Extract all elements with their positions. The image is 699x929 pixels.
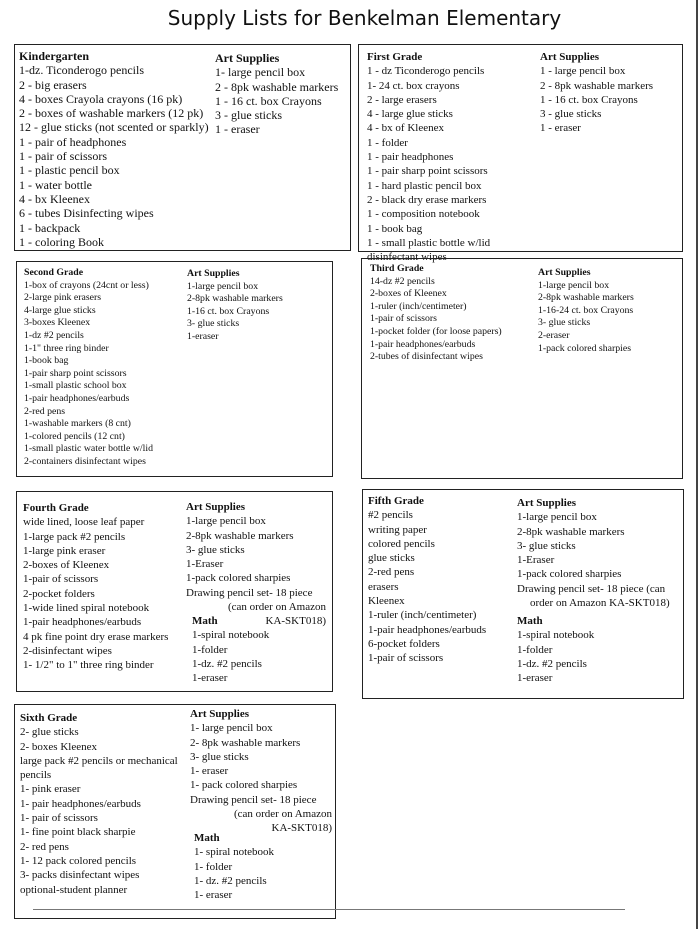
list-item: erasers (368, 580, 399, 593)
sixth-grade-list (20, 711, 190, 897)
list-item-note: KA-SKT018) (265, 615, 326, 628)
list-item: 1-colored pencils (12 cnt) (24, 430, 125, 442)
sixth-grade-art-list (190, 707, 332, 836)
list-item: 1-large pencil box (538, 279, 610, 291)
list-item: 1-dz. #2 pencils (192, 657, 262, 670)
list-item: writing paper (368, 523, 427, 536)
list-item: disinfectant wipes (367, 251, 447, 264)
list-item: 1-pair of scissors (368, 652, 444, 665)
sixth-grade-math-heading: Math (194, 832, 220, 844)
list-item: 3-boxes Kleenex (24, 317, 91, 329)
list-item: 2- red pens (20, 840, 69, 853)
list-item: 3- glue sticks (190, 750, 249, 763)
list-item: 1- 1/2" to 1" three ring binder (23, 659, 154, 672)
list-item: 1- spiral notebook (194, 846, 275, 859)
fifth-grade-art-heading: Art Supplies (517, 497, 576, 509)
list-item: 2-red pens (24, 405, 66, 417)
fifth-grade-math-heading: Math (517, 615, 543, 627)
list-item: 1-spiral notebook (192, 629, 270, 642)
list-item: 1- pink eraser (20, 783, 81, 796)
list-item: Drawing pencil set- 18 piece (190, 793, 317, 806)
list-item: 1 - pair of scissors (19, 149, 107, 164)
list-item: 1-pair sharp point scissors (24, 367, 127, 379)
fourth-grade-math-list (192, 614, 269, 685)
third-grade-art-list (538, 267, 634, 355)
list-item: 1- folder (194, 860, 233, 873)
list-item: 1- 24 ct. box crayons (367, 79, 460, 92)
list-item: 1-folder (517, 643, 553, 656)
list-item: 1-dz. #2 pencils (517, 657, 587, 670)
list-item: 1- 12 pack colored pencils (20, 854, 137, 867)
sixth-grade-art-heading: Art Supplies (190, 708, 249, 720)
third-grade-art-heading: Art Supplies (538, 267, 591, 278)
list-item: 1-small plastic school box (24, 380, 127, 392)
list-item: 1 - hard plastic pencil box (367, 179, 482, 192)
list-item: 1-16-24 ct. box Crayons (538, 304, 634, 316)
list-item: 4-large glue sticks (24, 304, 96, 316)
list-item: 1 - pair sharp point scissors (367, 165, 488, 178)
list-item: 1- large pencil box (190, 722, 273, 735)
list-item: 1- large pencil box (215, 65, 306, 80)
list-item: 1-dz #2 pencils (24, 329, 84, 341)
list-item: 2-8pk washable markers (186, 529, 294, 542)
list-item: 1- pair headphones/earbuds (20, 797, 141, 810)
fifth-grade-math-list (517, 614, 594, 685)
list-item-note: order on Amazon KA-SKT018) (530, 597, 670, 610)
list-item: 1-washable markers (8 cnt) (24, 418, 131, 430)
fourth-grade-art-list (186, 500, 326, 629)
fourth-grade-list (23, 501, 168, 673)
kindergarten-heading: Kindergarten (19, 49, 89, 63)
first-grade-list (367, 50, 490, 264)
list-item: 1 - coloring Book (19, 234, 104, 249)
list-item: 1-large pack #2 pencils (23, 530, 126, 543)
list-item: 1- dz. #2 pencils (194, 874, 267, 887)
list-item: 1-Eraser (186, 558, 224, 571)
list-item: 2-8pk washable markers (538, 292, 634, 304)
list-item: 1- pack colored sharpies (190, 779, 298, 792)
list-item: 1-wide lined spiral notebook (23, 602, 150, 615)
list-item: 1-pair of scissors (23, 573, 99, 586)
list-item: 1 - eraser (215, 122, 260, 137)
list-item: 2- 8pk washable markers (190, 736, 301, 749)
list-item: Kleenex (368, 595, 405, 608)
list-item: #2 pencils (368, 509, 413, 522)
list-item: 6-pocket folders (368, 637, 440, 650)
list-item: 1-small plastic water bottle w/lid (24, 443, 153, 455)
list-item-note: KA-SKT018) (271, 822, 332, 835)
list-item: 4 - boxes Crayola crayons (16 pk) (19, 91, 183, 106)
list-item: 2 - boxes of washable markers (12 pk) (19, 106, 204, 121)
list-item: 2-containers disinfectant wipes (24, 455, 146, 467)
list-item: 1-box of crayons (24cnt or less) (24, 279, 149, 291)
list-item: 1-1" three ring binder (24, 342, 109, 354)
list-item: 4 - large glue sticks (367, 108, 453, 121)
list-item: 2 - large erasers (367, 93, 437, 106)
second-grade-art-heading: Art Supplies (187, 268, 240, 279)
list-item: Drawing pencil set- 18 piece (186, 586, 313, 599)
list-item: 3- glue sticks (538, 317, 591, 329)
list-item: 1-pair of scissors (370, 313, 437, 325)
fourth-grade-heading: Fourth Grade (23, 502, 89, 514)
list-item: colored pencils (368, 537, 435, 550)
list-item: 1-large pencil box (187, 280, 259, 292)
kindergarten-list (19, 49, 209, 249)
list-item: 1-large pencil box (517, 511, 597, 524)
list-item: 2 - big erasers (19, 77, 87, 92)
list-item-note: (can order on Amazon (233, 808, 332, 821)
sixth-grade-heading: Sixth Grade (20, 712, 78, 724)
sixth-grade-math-list (194, 831, 274, 902)
list-item: 1-pocket folder (for loose papers) (370, 325, 502, 337)
list-item: 1-ruler (inch/centimeter) (370, 300, 467, 312)
list-item: 1-pair headphones/earbuds (24, 392, 130, 404)
list-item: 2-boxes of Kleenex (370, 288, 447, 300)
third-grade-list (370, 263, 502, 364)
first-grade-art-list (540, 50, 653, 136)
list-item: 3 - glue sticks (540, 108, 602, 121)
second-grade-art-list (187, 268, 283, 344)
list-item: 1-large pink eraser (23, 544, 106, 557)
list-item: 1-eraser (517, 672, 553, 685)
list-item: 1-pair headphones/earbuds (368, 623, 487, 636)
list-item: 1-Eraser (517, 554, 555, 567)
list-item: 3- glue sticks (517, 539, 576, 552)
list-item: 1 - pair of headphones (19, 134, 127, 149)
list-item: 1-pack colored sharpies (517, 568, 622, 581)
list-item: 1 - water bottle (19, 177, 92, 192)
list-item: 3- glue sticks (187, 318, 240, 330)
list-item: wide lined, loose leaf paper (23, 516, 145, 529)
list-item: 2-boxes of Kleenex (23, 559, 110, 572)
list-item: 1 - book bag (367, 222, 423, 235)
list-item: 1-large pencil box (186, 515, 266, 528)
page-title: Supply Lists for Benkelman Elementary (167, 6, 562, 30)
list-item: 1 - folder (367, 136, 408, 149)
list-item: 1-16 ct. box Crayons (187, 305, 270, 317)
page-edge-line (696, 0, 698, 929)
list-item: 2-tubes of disinfectant wipes (370, 351, 483, 363)
list-item: 1-book bag (24, 355, 69, 367)
list-item: 3 - glue sticks (215, 108, 282, 123)
list-item: 1-spiral notebook (517, 629, 595, 642)
list-item: optional-student planner (20, 883, 128, 896)
list-item: 2-8pk washable markers (187, 293, 283, 305)
list-item: 3- packs disinfectant wipes (20, 869, 140, 882)
list-item: 2-disinfectant wipes (23, 644, 112, 657)
list-item: 2-large pink erasers (24, 292, 102, 304)
first-grade-heading: First Grade (367, 51, 423, 63)
kindergarten-art-list (215, 51, 338, 137)
list-item: 1- eraser (190, 765, 229, 778)
list-item: 2-pocket folders (23, 587, 95, 600)
fifth-grade-art-list (517, 496, 670, 610)
list-item: 2 - 8pk washable markers (215, 79, 339, 94)
fourth-grade-math-heading: Math (192, 615, 218, 627)
second-grade-heading: Second Grade (24, 267, 84, 278)
second-grade-list (24, 267, 153, 469)
fifth-grade-list (368, 494, 486, 666)
list-item: 1 - composition notebook (367, 208, 480, 221)
fifth-grade-heading: Fifth Grade (368, 495, 424, 507)
list-item: 2 - 8pk washable markers (540, 79, 654, 92)
list-item: 1-pack colored sharpies (538, 342, 632, 354)
list-item: 1 - large pencil box (540, 65, 626, 78)
list-item: 1 - eraser (540, 122, 581, 135)
list-item: 1-ruler (inch/centimeter) (368, 609, 477, 622)
list-item: 3- glue sticks (186, 543, 245, 556)
list-item: Drawing pencil set- 18 piece (can (517, 582, 666, 595)
fourth-grade-art-heading: Art Supplies (186, 501, 245, 513)
list-item: 1 - small plastic bottle w/lid (367, 236, 491, 249)
list-item: 2-8pk washable markers (517, 525, 625, 538)
list-item: 1 - backpack (19, 220, 81, 235)
list-item: 4 pk fine point dry erase markers (23, 630, 169, 643)
list-item: 1-folder (192, 643, 228, 656)
list-item: 1-pack colored sharpies (186, 572, 291, 585)
list-item: 1 - 16 ct. box Crayons (540, 93, 638, 106)
list-item: 2-eraser (538, 329, 570, 341)
list-item: 12 - glue sticks (not scented or sparkly) (19, 120, 209, 135)
list-item: 1-pair headphones/earbuds (370, 338, 476, 350)
list-item: 1- eraser (194, 889, 233, 902)
list-item: 2- glue sticks (20, 726, 79, 739)
list-item-note: (can order on Amazon (227, 601, 326, 614)
third-grade-heading: Third Grade (370, 263, 424, 274)
list-item: 2-red pens (368, 566, 415, 579)
list-item: 2- boxes Kleenex (20, 740, 97, 753)
list-item: 1 - dz Ticonderogo pencils (367, 65, 485, 78)
list-item: 1-dz. Ticonderogo pencils (19, 63, 144, 78)
list-item: 1- pair of scissors (20, 812, 98, 825)
kindergarten-art-heading: Art Supplies (215, 51, 280, 65)
list-item: 14-dz #2 pencils (370, 275, 435, 287)
list-item: 2 - black dry erase markers (367, 193, 487, 206)
footer-divider (33, 909, 625, 910)
list-item: 1-eraser (192, 672, 228, 685)
list-item: 4 - bx of Kleenex (367, 122, 444, 135)
list-item: 1-eraser (187, 330, 219, 342)
list-item: 6 - tubes Disinfecting wipes (19, 206, 154, 221)
list-item: 1-pair headphones/earbuds (23, 616, 142, 629)
list-item: 1 - plastic pencil box (19, 163, 120, 178)
list-item: 1- fine point black sharpie (20, 826, 136, 839)
list-item: 4 - bx Kleenex (19, 191, 90, 206)
list-item: large pack #2 pencils or mechanical pencils (20, 754, 178, 782)
list-item: glue sticks (368, 552, 415, 565)
list-item: 1 - 16 ct. box Crayons (215, 93, 322, 108)
list-item: 1 - pair headphones (367, 151, 454, 164)
first-grade-art-heading: Art Supplies (540, 51, 599, 63)
